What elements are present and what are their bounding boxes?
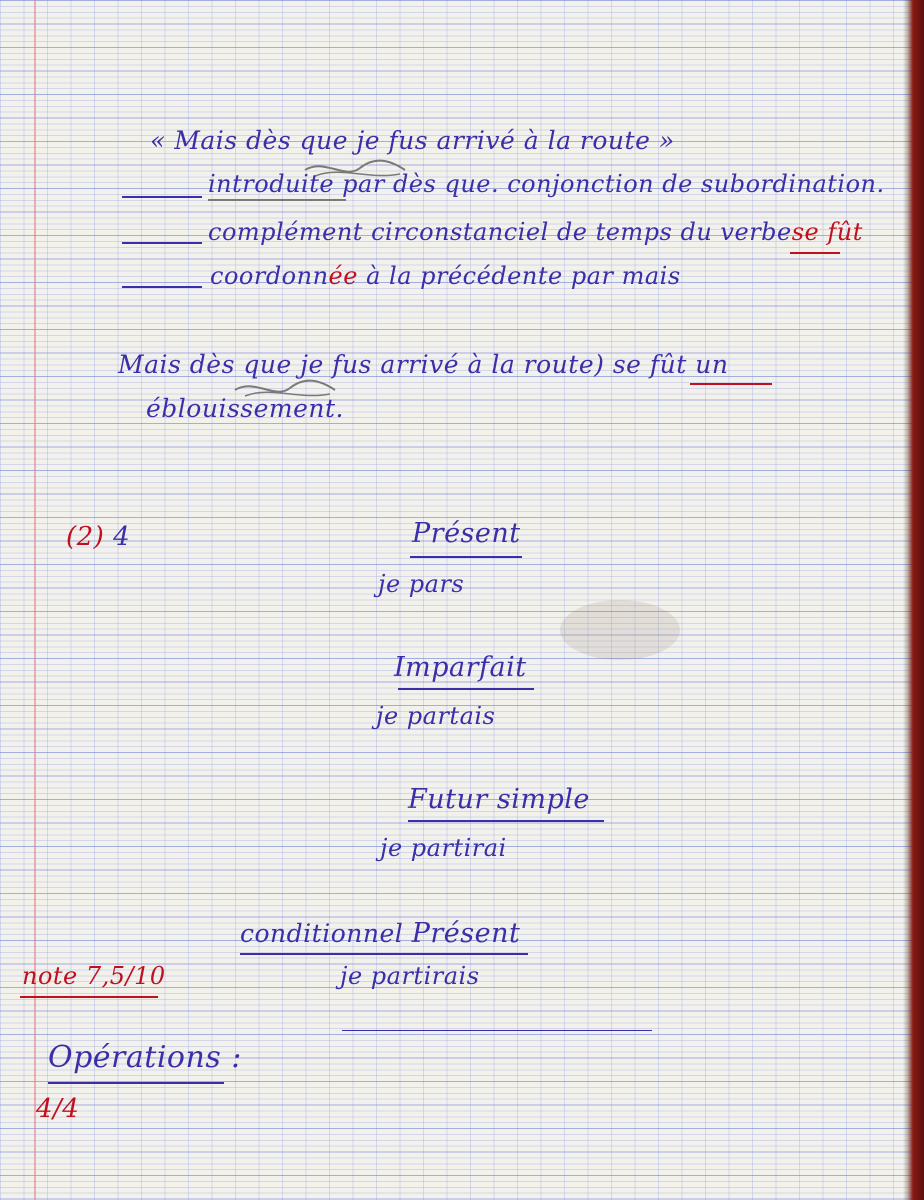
analysis-line-3-suffix: à la précédente par mais	[357, 262, 681, 290]
operations-underline	[48, 1082, 224, 1084]
tense-heading-conditionnel	[240, 918, 520, 949]
section-separator	[342, 1030, 652, 1031]
tense-heading-futur: Futur simple	[408, 784, 590, 815]
exercise-number: (2)	[66, 522, 105, 552]
tense-form-imparfait: je partais	[376, 702, 496, 730]
sentence-part-1: Mais dès que je fus arrivé à la route)	[118, 350, 605, 379]
agreement-correction: ée	[328, 262, 358, 290]
analysis-line-2-text: complément circonstanciel de temps du verbe	[208, 218, 792, 246]
quoted-clause: « Mais dès que je fus arrivé à la route »	[150, 126, 675, 155]
tense-underline	[408, 820, 604, 822]
dash-marker	[122, 286, 202, 288]
dash-marker	[122, 196, 202, 198]
tense-underline	[398, 688, 534, 690]
operations-score: 4/4	[36, 1094, 80, 1124]
tense-form-conditionnel: je partirais	[340, 962, 480, 990]
analysis-line-2	[208, 218, 863, 246]
tense-form-present: je pars	[378, 570, 465, 598]
underline	[208, 199, 346, 201]
grade-note: note 7,5/10	[22, 962, 166, 990]
tense-underline	[240, 953, 528, 955]
red-underline	[690, 383, 772, 385]
tense-heading-present: Présent	[412, 518, 521, 549]
analysis-line-3-prefix: coordonn	[210, 262, 329, 290]
grade-underline	[20, 996, 158, 998]
red-underline	[790, 252, 840, 254]
paper-stain	[560, 600, 680, 660]
analysis-line-3	[210, 262, 681, 290]
sentence-line-1	[118, 350, 728, 379]
tense-underline	[410, 556, 522, 558]
sentence-part-2: un	[695, 350, 729, 379]
exercise-marker	[66, 522, 130, 552]
operations-heading: Opérations :	[48, 1040, 242, 1075]
sentence-verb: se fût	[612, 350, 687, 379]
dash-marker	[122, 242, 202, 244]
tense-name: Présent	[411, 918, 521, 949]
verb-correction: se fût	[791, 218, 863, 246]
tense-form-futur: je partirai	[380, 834, 507, 862]
analysis-line-1: introduite par dès que. conjonction de subordination.	[208, 170, 885, 198]
exercise-score: 4	[113, 522, 131, 552]
margin-line	[34, 0, 36, 1200]
sentence-line-2: éblouissement.	[146, 394, 344, 423]
tense-prefix: conditionnel	[240, 919, 404, 948]
tense-heading-imparfait: Imparfait	[394, 652, 527, 683]
